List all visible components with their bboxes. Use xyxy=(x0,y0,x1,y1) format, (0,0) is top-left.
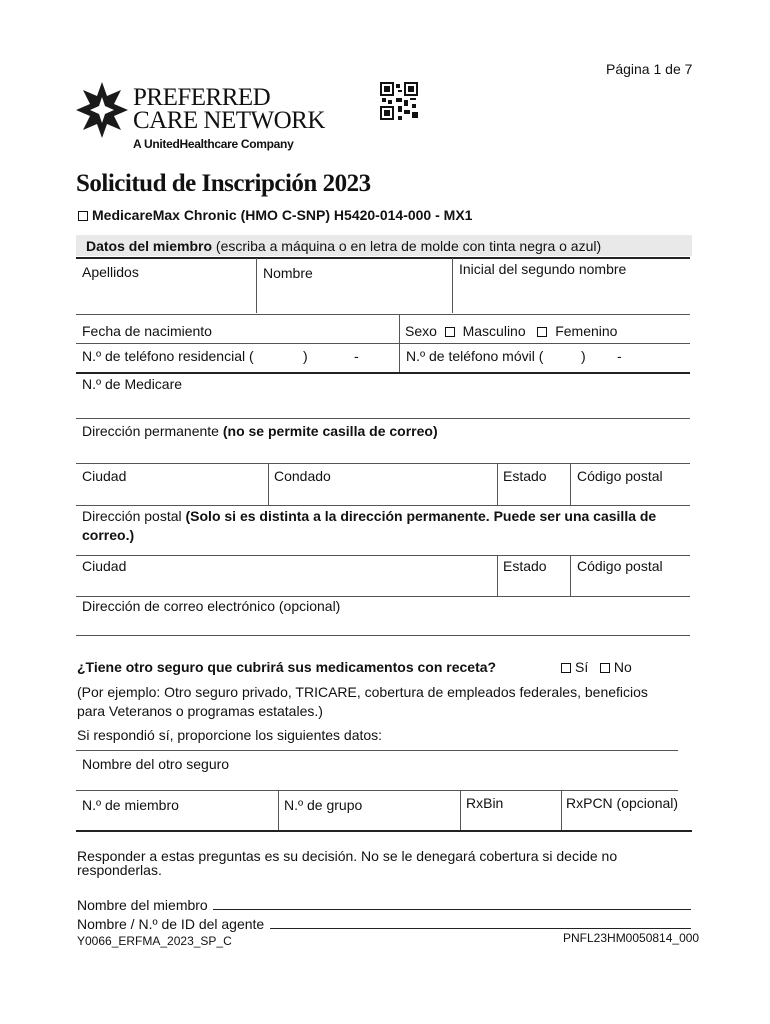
rxbin-field[interactable]: RxBin xyxy=(466,795,504,811)
mobile-phone-field[interactable]: N.º de teléfono móvil ( xyxy=(406,348,544,364)
logo-mark-icon xyxy=(76,82,128,138)
agent-line[interactable] xyxy=(270,928,691,929)
logo-line-2: CARE NETWORK xyxy=(133,107,325,134)
page-number: Página 1 de 7 xyxy=(606,61,693,77)
first-name-field[interactable]: Nombre xyxy=(263,265,313,281)
sex-field: Sexo Masculino Femenino xyxy=(405,323,618,339)
state-field[interactable]: Estado xyxy=(503,468,547,484)
mobile-phone-paren: ) xyxy=(581,348,586,364)
mailing-city-field[interactable]: Ciudad xyxy=(82,558,127,574)
disclaimer-line-2: responderlas. xyxy=(77,862,162,878)
zip-field[interactable]: Código postal xyxy=(577,468,663,484)
mobile-phone-dash: - xyxy=(617,348,622,364)
logo-tagline: A UnitedHealthcare Company xyxy=(133,137,294,151)
last-name-field[interactable]: Apellidos xyxy=(82,264,139,280)
city-field[interactable]: Ciudad xyxy=(82,468,127,484)
middle-initial-field[interactable]: Inicial del segundo nombre xyxy=(459,261,627,277)
home-phone-paren: ) xyxy=(303,348,308,364)
member-number-field[interactable]: N.º de miembro xyxy=(82,797,179,813)
mailing-zip-field[interactable]: Código postal xyxy=(577,558,663,574)
logo-line-1: PREFERRED xyxy=(133,84,271,111)
mailing-state-field[interactable]: Estado xyxy=(503,558,547,574)
insurance-answer: Sí No xyxy=(561,659,632,675)
insurance-question: ¿Tiene otro seguro que cubrirá sus medicamentos con receta? xyxy=(77,659,497,675)
mailing-address-field[interactable]: Dirección postal (Solo si es distinta a la dirección permanente. Puede ser una casilla de xyxy=(82,508,657,524)
female-checkbox[interactable] xyxy=(537,327,547,337)
insurance-if-yes: Si respondió sí, proporcione los siguientes datos: xyxy=(77,727,383,743)
rxpcn-field[interactable]: RxPCN (opcional) xyxy=(566,795,679,811)
medicare-number-field[interactable]: N.º de Medicare xyxy=(82,376,183,392)
permanent-address-field[interactable]: Dirección permanente (no se permite casilla de correo) xyxy=(82,423,438,439)
footer-left: Y0066_ERFMA_2023_SP_C xyxy=(77,934,232,948)
dob-field[interactable]: Fecha de nacimiento xyxy=(82,323,212,339)
member-name-line[interactable] xyxy=(213,909,691,910)
other-insurance-name-field[interactable]: Nombre del otro seguro xyxy=(82,756,230,772)
mailing-address-note: correo.) xyxy=(82,527,135,543)
email-field[interactable]: Dirección de correo electrónico (opcional) xyxy=(82,598,341,614)
member-name-label: Nombre del miembro xyxy=(77,897,208,913)
plan-label: MedicareMax Chronic (HMO C-SNP) H5420-014-000 - MX1 xyxy=(92,207,473,223)
footer-right: PNFL23HM0050814_000 xyxy=(563,931,700,945)
plan-checkbox[interactable] xyxy=(78,211,88,221)
disclaimer-line-1: Responder a estas preguntas es su decisión. No se le denegará cobertura si decide no xyxy=(77,848,618,864)
agent-label: Nombre / N.º de ID del agente xyxy=(77,916,265,932)
home-phone-dash: - xyxy=(354,348,359,364)
member-section-title: Datos del miembro (escriba a máquina o en letra de molde con tinta negra o azul) xyxy=(86,238,602,254)
yes-checkbox[interactable] xyxy=(561,663,571,673)
company-logo xyxy=(76,80,326,152)
male-checkbox[interactable] xyxy=(445,327,455,337)
county-field[interactable]: Condado xyxy=(274,468,331,484)
group-number-field[interactable]: N.º de grupo xyxy=(284,797,363,813)
insurance-example-1: (Por ejemplo: Otro seguro privado, TRICARE, cobertura de empleados federales, beneficios xyxy=(77,684,648,700)
insurance-example-2: para Veteranos o programas estatales.) xyxy=(77,703,323,719)
qr-code-icon xyxy=(380,82,418,120)
form-title: Solicitud de Inscripción 2023 xyxy=(76,170,371,197)
no-checkbox[interactable] xyxy=(600,663,610,673)
plan-option[interactable] xyxy=(78,207,472,223)
home-phone-field[interactable]: N.º de teléfono residencial ( xyxy=(82,348,254,364)
